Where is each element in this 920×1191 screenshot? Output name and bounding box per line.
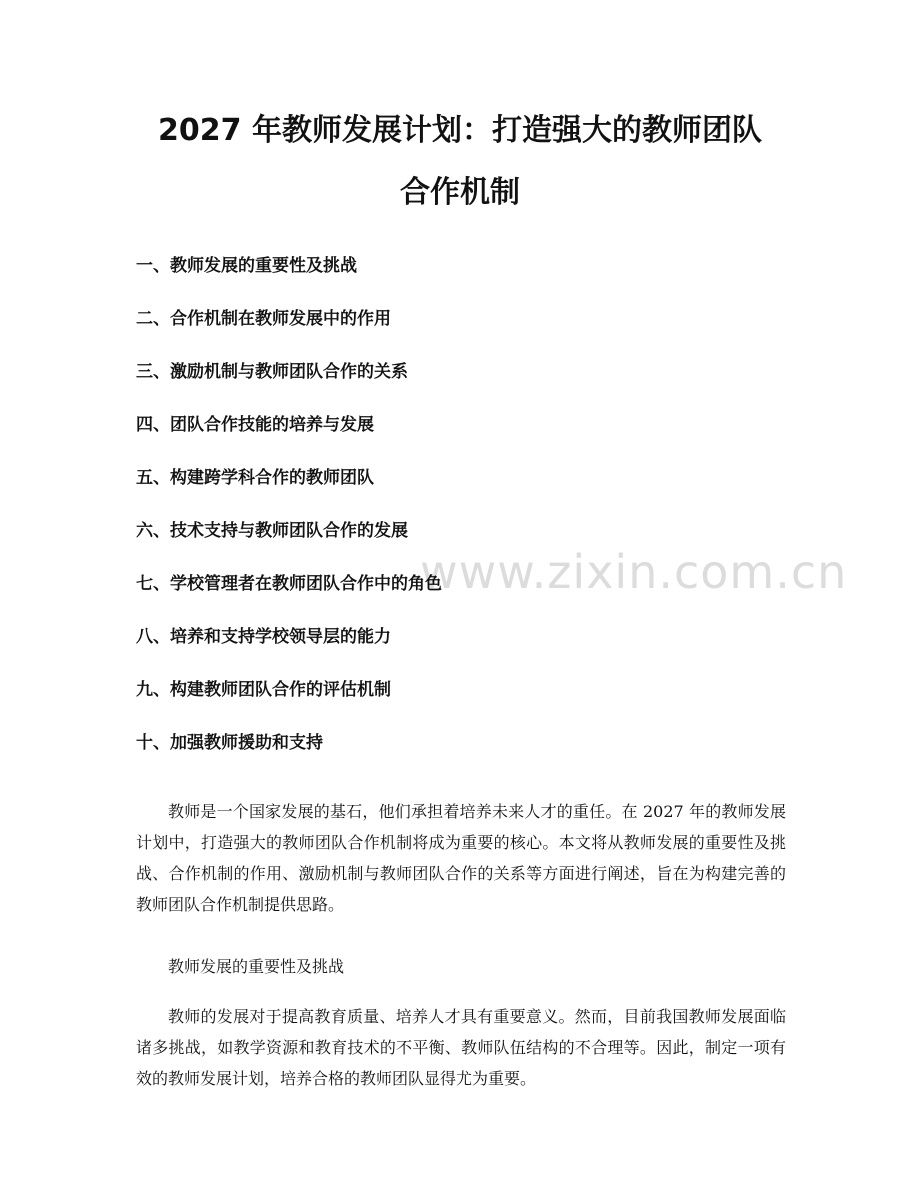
intro-paragraph: 教师是一个国家发展的基石，他们承担着培养未来人才的重任。在 2027 年的教师发展计划中，打造强大的教师团队合作机制将成为重要的核心。本文将从教师发展的重要性及挑战、合作机制的作用、激励机制与教师团队合作的关系等方面进行阐述，旨在为构建完善的教师团队合作机制提供思路。: [136, 802, 786, 914]
toc-item: 三、激励机制与教师团队合作的关系: [136, 362, 408, 382]
document-title: [0, 100, 920, 224]
title-line-2: 合作机制: [400, 175, 520, 210]
toc-item: 九、构建教师团队合作的评估机制: [136, 680, 391, 700]
toc-item: 十、加强教师援助和支持: [136, 733, 323, 753]
toc-item: 五、构建跨学科合作的教师团队: [136, 468, 374, 488]
watermark-text: www.zixin.com.cn: [420, 545, 848, 599]
toc-item: 一、教师发展的重要性及挑战: [136, 256, 357, 276]
section-subheading: 教师发展的重要性及挑战: [168, 957, 345, 976]
watermark: [420, 545, 847, 599]
table-of-contents: [136, 250, 442, 780]
title-line-1: 2027 年教师发展计划：打造强大的教师团队: [158, 113, 762, 148]
toc-item: 八、培养和支持学校领导层的能力: [136, 627, 391, 647]
toc-item: 四、团队合作技能的培养与发展: [136, 415, 374, 435]
toc-item: 六、技术支持与教师团队合作的发展: [136, 521, 408, 541]
toc-item: 二、合作机制在教师发展中的作用: [136, 309, 391, 329]
toc-item: 七、学校管理者在教师团队合作中的角色: [136, 574, 442, 594]
body-paragraph: 教师的发展对于提高教育质量、培养人才具有重要意义。然而，目前我国教师发展面临诸多挑战，如教学资源和教育技术的不平衡、教师队伍结构的不合理等。因此，制定一项有效的教师发展计划，培养合格的教师团队显得尤为重要。: [136, 1007, 786, 1088]
